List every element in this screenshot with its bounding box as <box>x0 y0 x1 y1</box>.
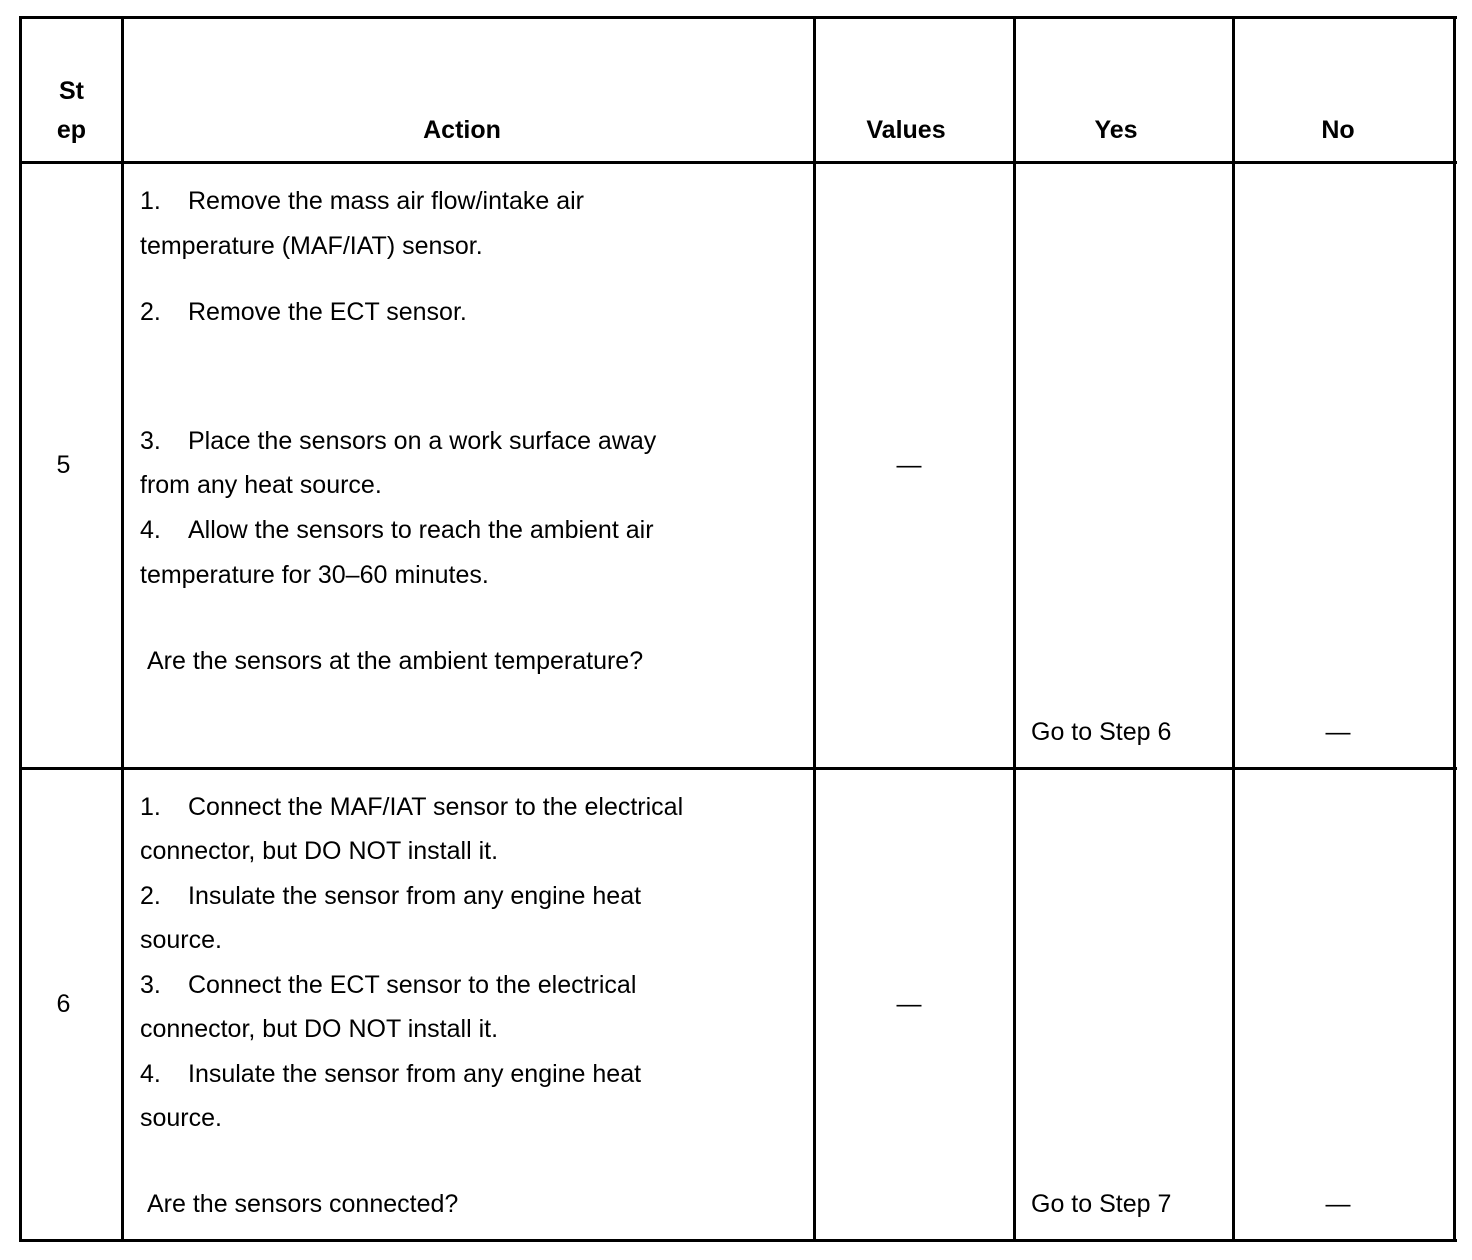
step-question: Are the sensors connected? <box>147 1190 459 1218</box>
item-text-continued: temperature (MAF/IAT) sensor. <box>140 232 483 260</box>
header-step-line1: St <box>59 77 84 105</box>
list-item <box>140 186 584 216</box>
column-divider-step <box>121 16 124 1242</box>
list-item <box>140 970 636 1000</box>
item-number: 3. <box>140 971 161 999</box>
item-number: 1. <box>140 793 161 821</box>
step-question: Are the sensors at the ambient temperature? <box>147 647 644 675</box>
item-text-continued: source. <box>140 926 222 954</box>
item-text-continued: connector, but DO NOT install it. <box>140 1015 499 1043</box>
list-item <box>140 792 683 822</box>
item-text: Insulate the sensor from any engine heat <box>188 1060 642 1088</box>
item-number: 1. <box>140 187 161 215</box>
item-text-continued: source. <box>140 1104 222 1132</box>
item-number: 2. <box>140 298 161 326</box>
item-text: Insulate the sensor from any engine heat <box>188 882 642 910</box>
header-step-line2: ep <box>56 116 87 144</box>
item-text: Place the sensors on a work surface away <box>188 427 657 455</box>
list-item <box>140 515 654 545</box>
item-number: 4. <box>140 516 161 544</box>
item-text: Connect the ECT sensor to the electrical <box>188 971 637 999</box>
item-text: Remove the ECT sensor. <box>188 298 467 326</box>
values-cell: — <box>896 451 922 479</box>
list-item <box>140 1059 641 1089</box>
list-item <box>140 426 656 456</box>
no-cell: — <box>1325 718 1351 746</box>
table-border-bottom <box>19 1239 1457 1242</box>
item-number: 4. <box>140 1060 161 1088</box>
table-border-right <box>1453 16 1456 1242</box>
column-divider-action <box>813 16 816 1242</box>
list-item <box>140 297 467 327</box>
column-divider-values <box>1013 16 1016 1242</box>
item-text: Remove the mass air flow/intake air <box>188 187 584 215</box>
header-action: Action <box>423 116 501 144</box>
item-text-continued: temperature for 30–60 minutes. <box>140 561 489 589</box>
header-yes: Yes <box>1094 116 1138 144</box>
values-cell: — <box>896 990 922 1018</box>
step-number: 5 <box>56 451 71 479</box>
table-border-top <box>19 16 1457 19</box>
list-item <box>140 881 641 911</box>
header-no: No <box>1321 116 1355 144</box>
item-text: Allow the sensors to reach the ambient air <box>188 516 654 544</box>
yes-cell: Go to Step 7 <box>1031 1190 1172 1218</box>
header-values: Values <box>866 116 946 144</box>
header-divider <box>19 161 1457 164</box>
column-divider-yes <box>1232 16 1235 1242</box>
no-cell: — <box>1325 1190 1351 1218</box>
table-border-left <box>19 16 22 1242</box>
item-number: 3. <box>140 427 161 455</box>
item-text: Connect the MAF/IAT sensor to the electrical <box>188 793 684 821</box>
item-number: 2. <box>140 882 161 910</box>
step-number: 6 <box>56 990 71 1018</box>
item-text-continued: from any heat source. <box>140 471 382 499</box>
item-text-continued: connector, but DO NOT install it. <box>140 837 499 865</box>
yes-cell: Go to Step 6 <box>1031 718 1172 746</box>
row-divider <box>19 767 1457 770</box>
